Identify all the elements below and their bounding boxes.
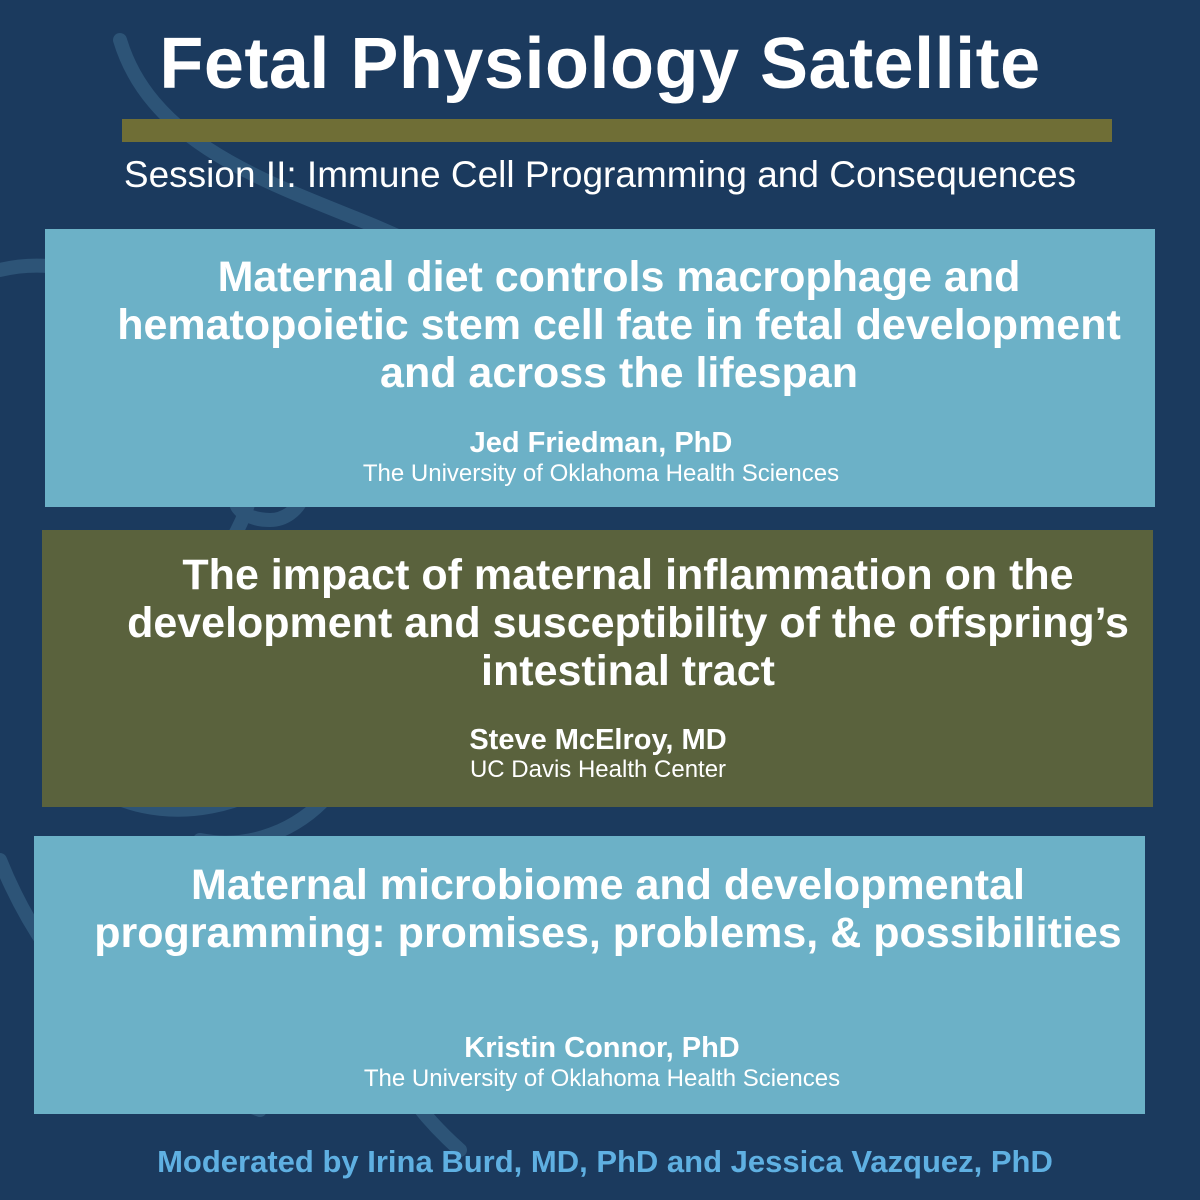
page-title: Fetal Physiology Satellite bbox=[159, 24, 1041, 104]
talk-title: The impact of maternal inflammation on the development and susceptibility of the offspring’s intestinal tract bbox=[127, 551, 1129, 695]
speaker-affiliation: The University of Oklahoma Health Sciences bbox=[363, 1065, 841, 1092]
title-divider bbox=[122, 119, 1112, 142]
moderators-line: Moderated by Irina Burd, MD, PhD and Jessica Vazquez, PhD bbox=[157, 1144, 1053, 1179]
speaker-name: Steve McElroy, MD bbox=[469, 724, 727, 756]
speaker-name: Jed Friedman, PhD bbox=[469, 427, 733, 459]
talk-card-3 bbox=[34, 836, 1145, 1114]
talk-card-1 bbox=[45, 229, 1155, 507]
talk-title: Maternal microbiome and developmental programming: promises, problems, & possibilities bbox=[94, 861, 1122, 957]
speaker-affiliation: UC Davis Health Center bbox=[469, 756, 727, 783]
session-subtitle: Session II: Immune Cell Programming and Consequences bbox=[123, 154, 1077, 195]
speaker-affiliation: The University of Oklahoma Health Sciences bbox=[362, 460, 840, 487]
talk-card-2 bbox=[42, 530, 1153, 807]
talk-title: Maternal diet controls macrophage and hematopoietic stem cell fate in fetal development and across the lifespan bbox=[117, 253, 1121, 397]
speaker-name: Kristin Connor, PhD bbox=[464, 1032, 740, 1064]
